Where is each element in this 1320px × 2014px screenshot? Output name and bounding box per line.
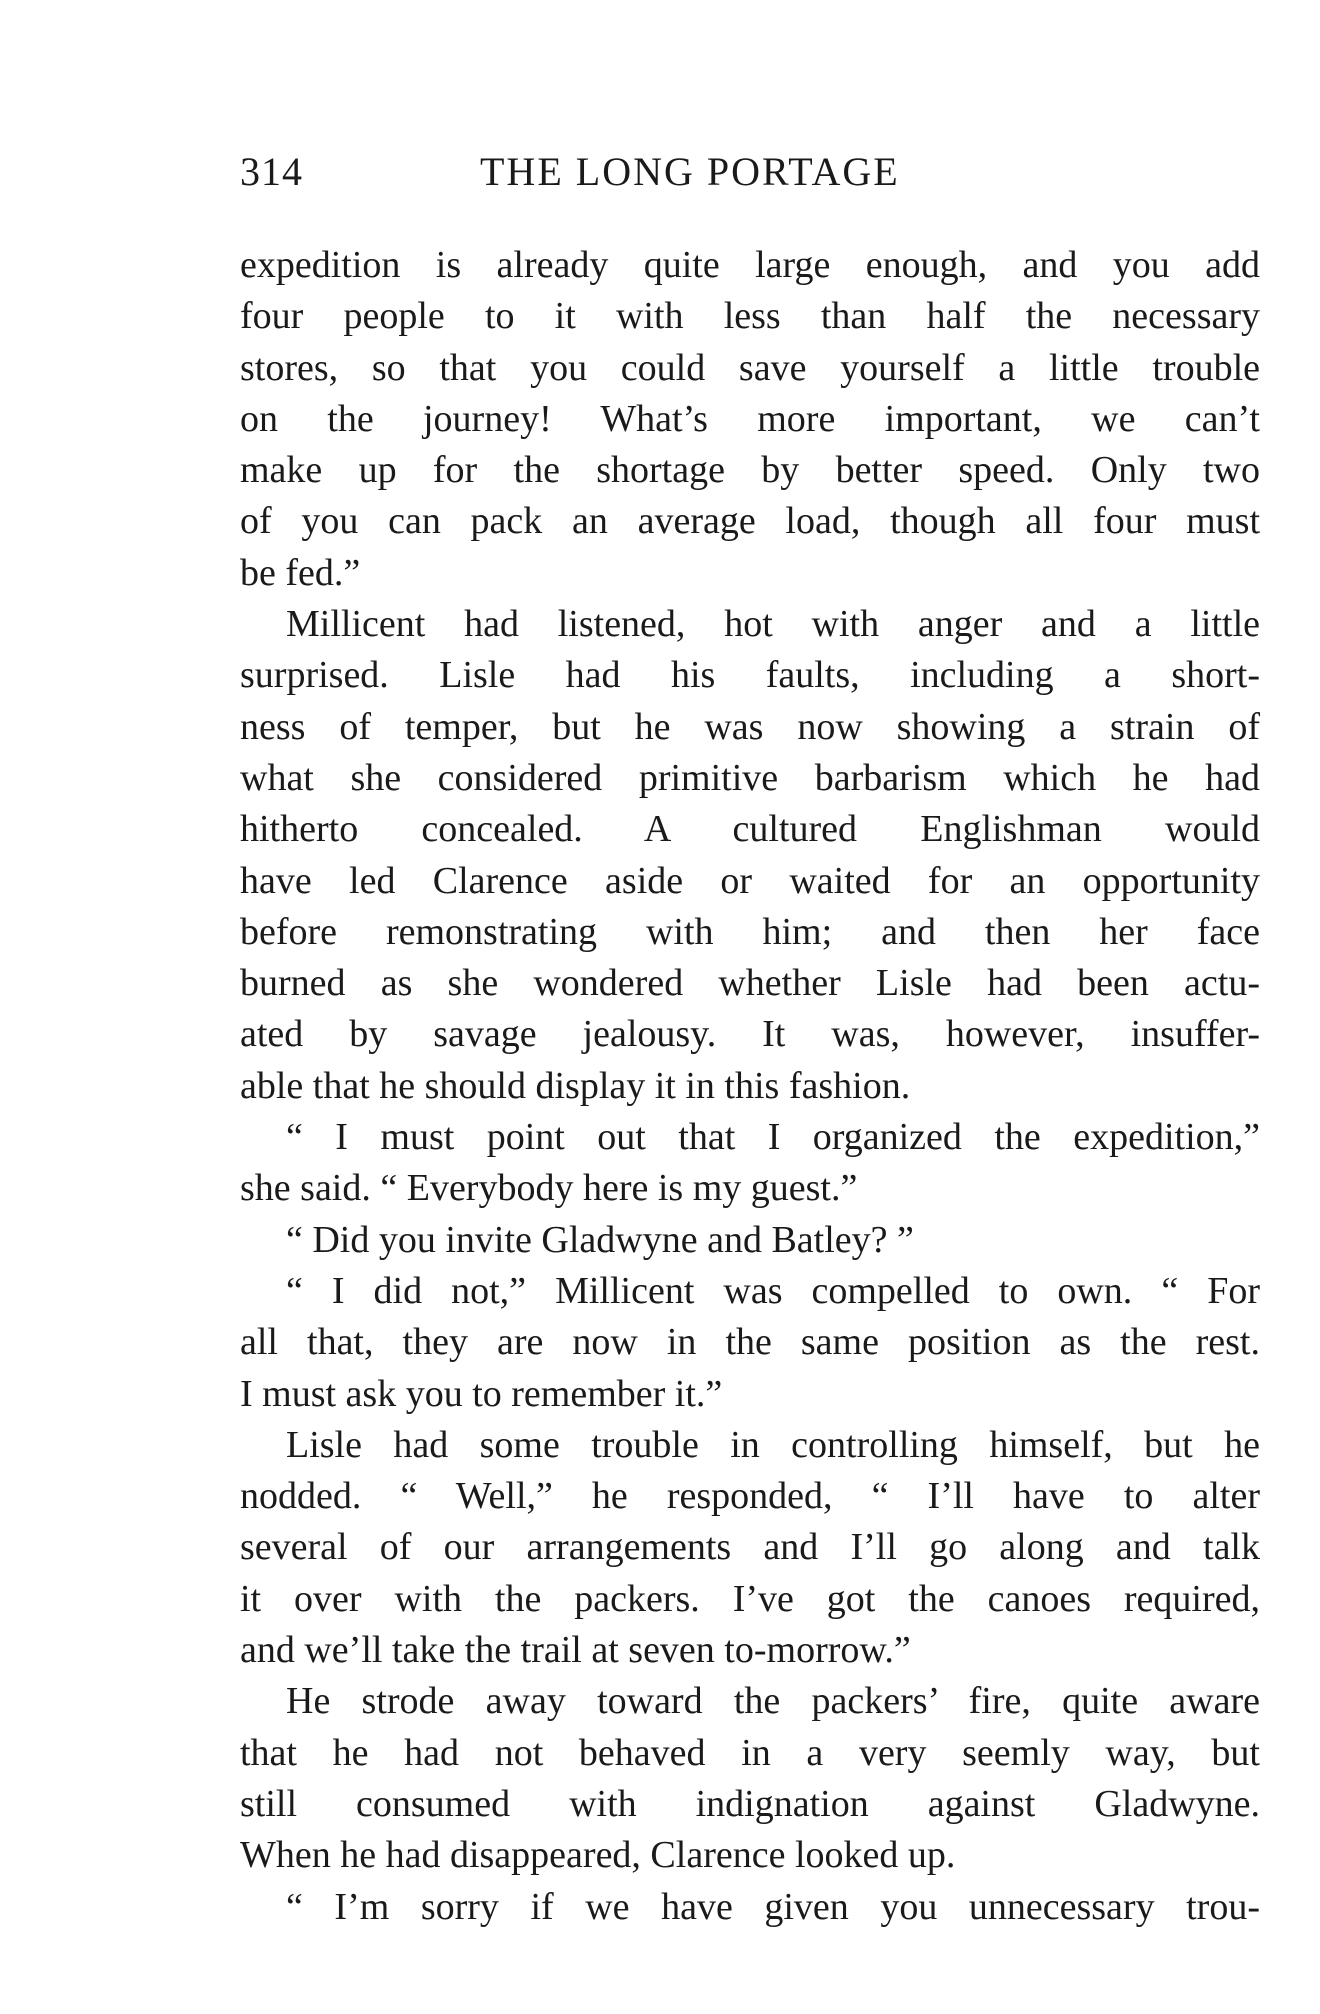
text-line: “ I must point out that I organized the expedition,” (286, 1116, 1260, 1159)
text-line: He strode away toward the packers’ fire, quite aware (286, 1680, 1260, 1723)
text-line: ated by savage jealousy. It was, however, insuffer- (240, 1013, 1260, 1056)
text-line: have led Clarence aside or waited for an opportunity (240, 859, 1260, 902)
text-line: ness of temper, but he was now showing a strain of (240, 705, 1260, 748)
text-line: nodded. “ Well,” he responded, “ I’ll have to alter (240, 1475, 1260, 1518)
text-line: what she considered primitive barbarism which he had (240, 756, 1260, 799)
running-head (240, 148, 1260, 208)
text-line: be fed.” (240, 551, 361, 594)
text-line: and we’ll take the trail at seven to-morrow.” (240, 1629, 911, 1672)
text-line: burned as she wondered whether Lisle had been actu- (240, 962, 1260, 1005)
text-line: make up for the shortage by better speed. Only two (240, 449, 1260, 492)
text-line: “ I’m sorry if we have given you unnecessary trou- (286, 1885, 1260, 1928)
text-line: Lisle had some trouble in controlling himself, but he (286, 1423, 1260, 1466)
text-line: of you can pack an average load, though all four must (240, 500, 1260, 543)
page-number: 314 (240, 149, 303, 194)
text-line: that he had not behaved in a very seemly way, but (240, 1731, 1260, 1774)
text-line: “ I did not,” Millicent was compelled to own. “ For (286, 1269, 1260, 1312)
text-line: hitherto concealed. A cultured Englishman would (240, 808, 1260, 851)
text-line: all that, they are now in the same position as the rest. (240, 1321, 1260, 1364)
text-line: stores, so that you could save yourself a little trouble (240, 346, 1260, 389)
text-line: four people to it with less than half the necessary (240, 295, 1260, 338)
text-line: it over with the packers. I’ve got the canoes required, (240, 1577, 1260, 1620)
text-line: I must ask you to remember it.” (240, 1372, 723, 1415)
text-line: she said. “ Everybody here is my guest.” (240, 1167, 858, 1210)
text-line: When he had disappeared, Clarence looked up. (240, 1834, 956, 1877)
text-line: several of our arrangements and I’ll go along and talk (240, 1526, 1260, 1569)
text-line: still consumed with indignation against Gladwyne. (240, 1782, 1260, 1825)
text-line: “ Did you invite Gladwyne and Batley? ” (286, 1218, 914, 1261)
text-line: on the journey! What’s more important, we can’t (240, 397, 1260, 440)
body-text (240, 240, 1260, 1933)
text-line: before remonstrating with him; and then her face (240, 910, 1260, 953)
text-line: able that he should display it in this fashion. (240, 1064, 911, 1107)
text-line: Millicent had listened, hot with anger and a little (286, 603, 1260, 646)
text-line: expedition is already quite large enough, and you add (240, 244, 1260, 286)
running-title: THE LONG PORTAGE (480, 149, 900, 194)
text-line: surprised. Lisle had his faults, including a short- (240, 654, 1260, 697)
